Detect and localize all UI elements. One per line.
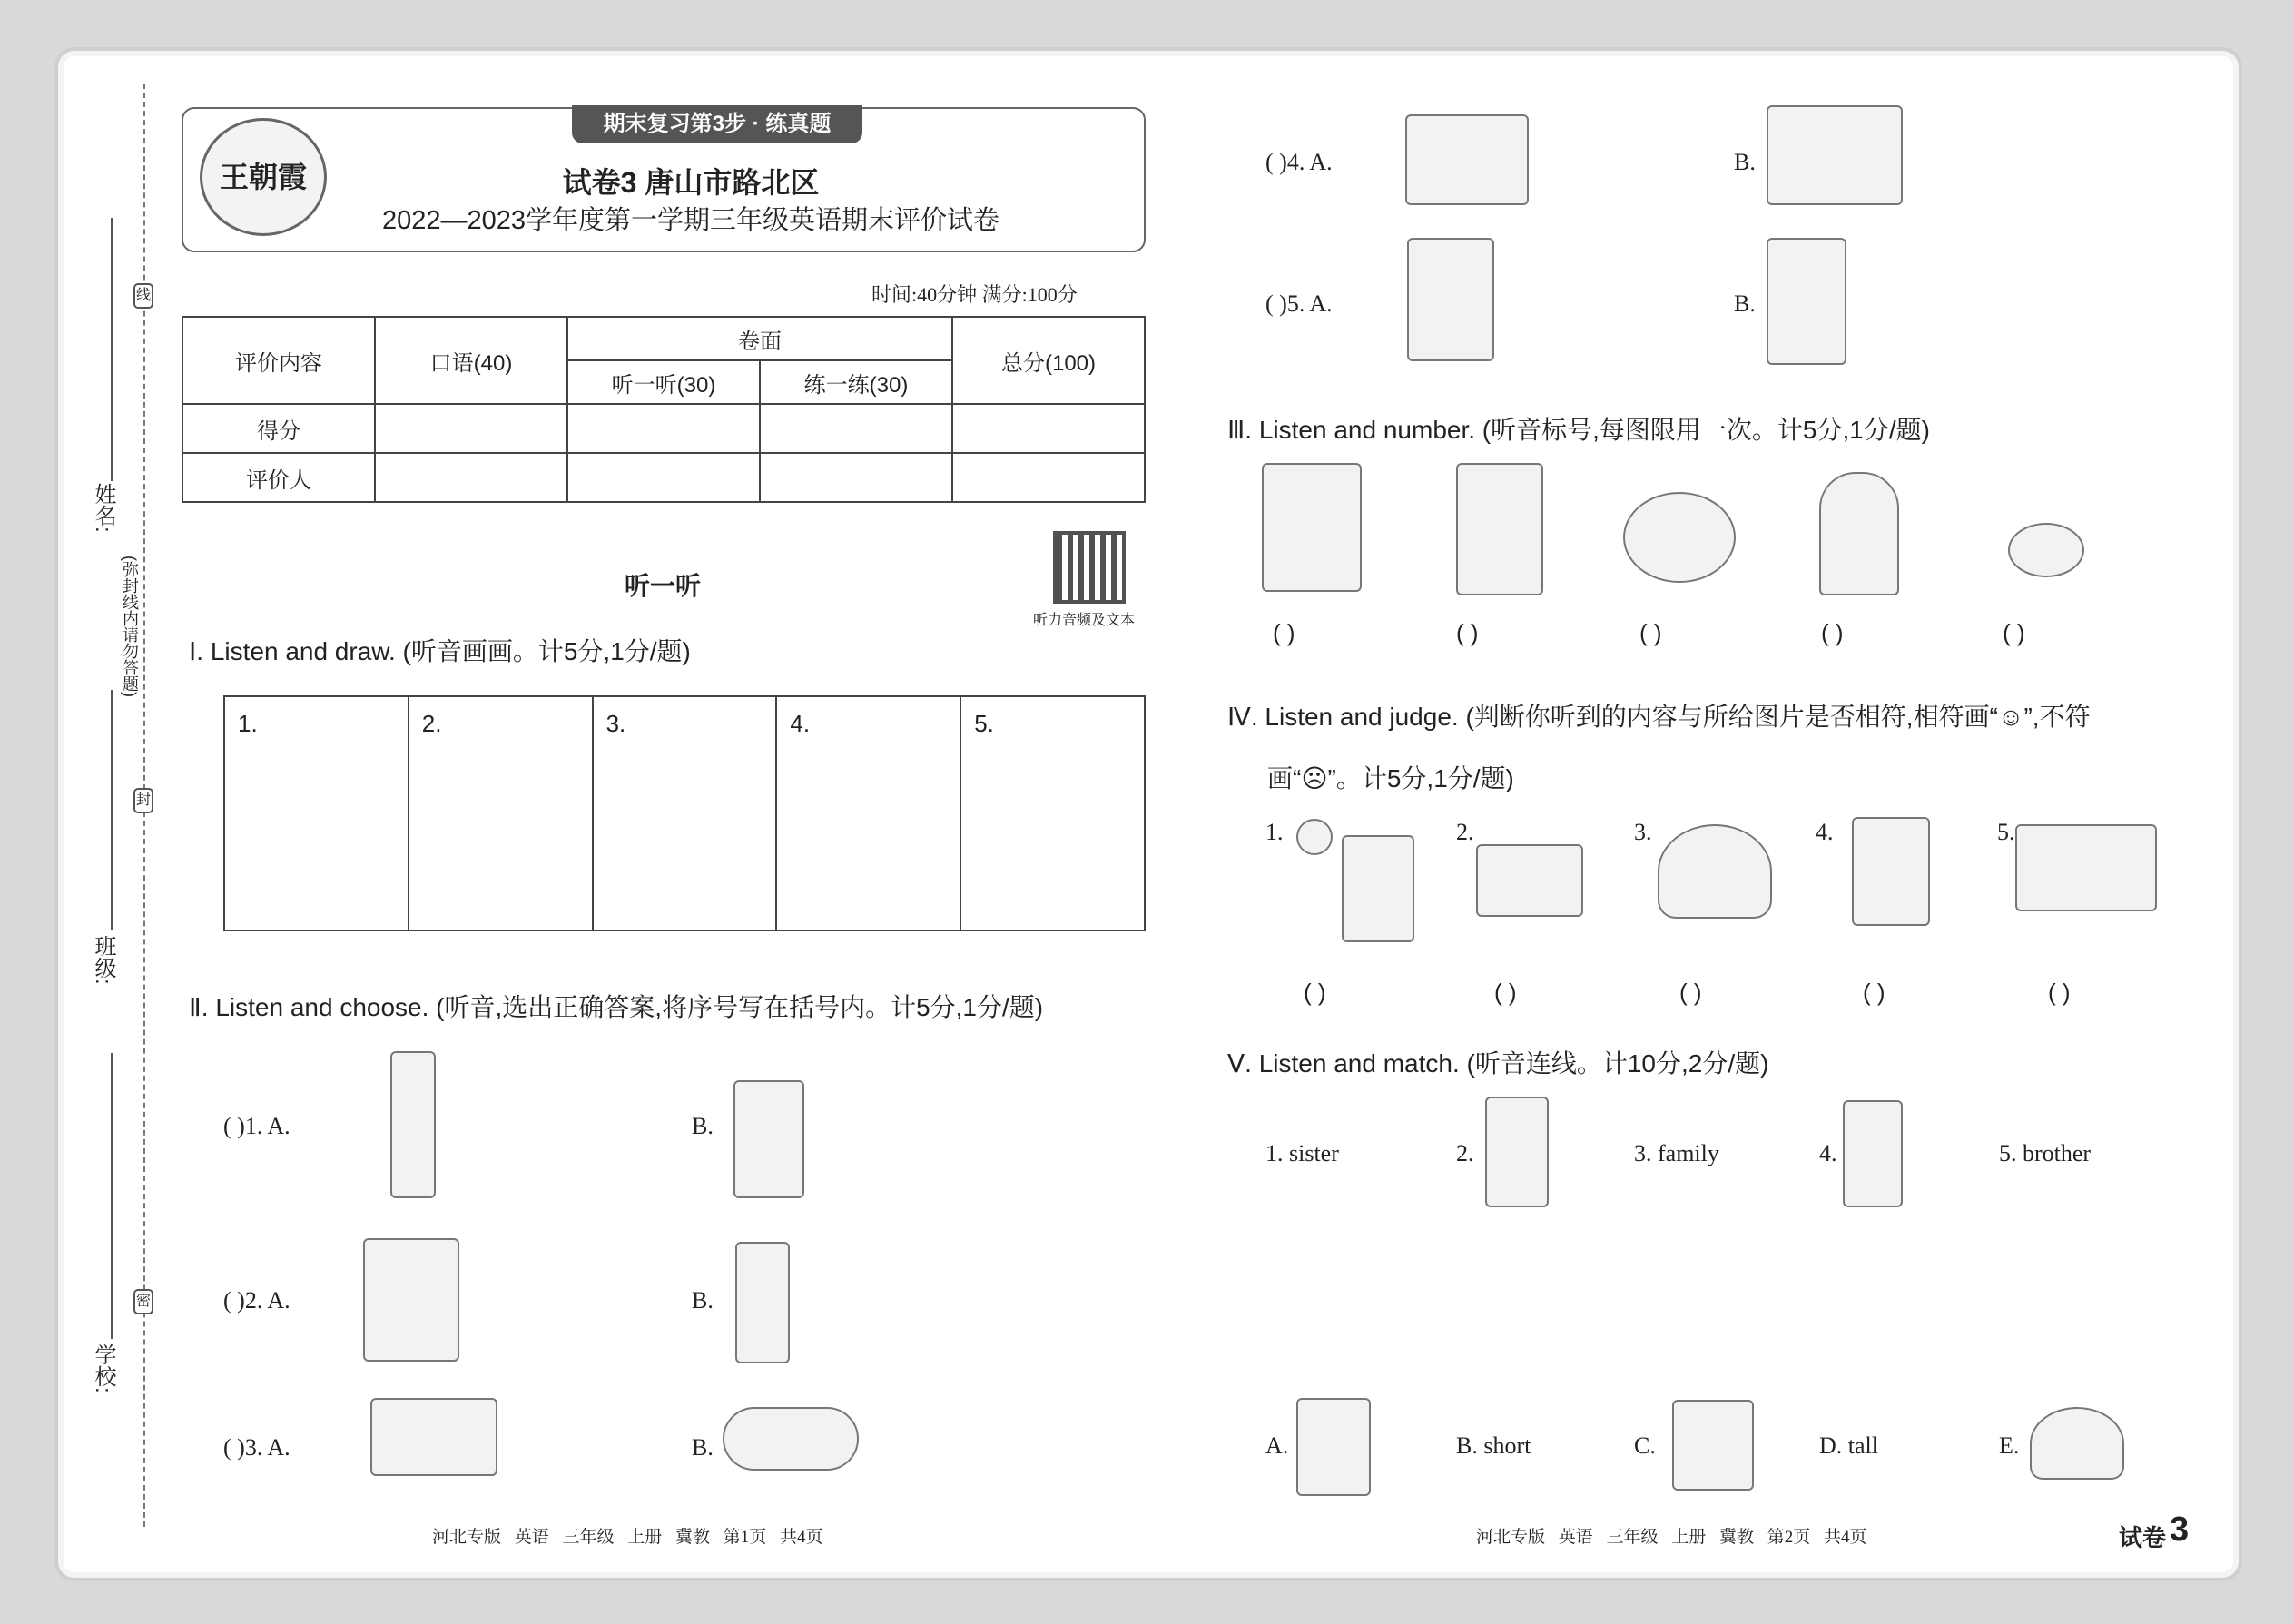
footer-right: 河北专版 英语 三年级 上册 冀教 第2页 共4页 [1476,1528,1867,1547]
score-col-content: 评价内容 [182,317,375,404]
kite-illustration [370,1398,497,1476]
judge-answer-1[interactable]: ( ) [1304,979,1326,1006]
score-col-practice: 练一练(30) [760,360,952,404]
woman-illustration [1485,1097,1549,1207]
choose-q1[interactable]: ( )1. A. [223,1113,290,1139]
sun-icon [1296,819,1333,855]
judge-answer-2[interactable]: ( ) [1494,979,1517,1006]
choose-q5[interactable]: ( )5. A. [1265,290,1333,317]
brand-logo: 王朝霞 [200,118,327,236]
number-answer-2[interactable]: ( ) [1456,619,1479,646]
choose-q4-b: B. [1734,149,1756,175]
draw-box-5[interactable]: 5. [960,696,1145,930]
judge-num-2: 2. [1456,819,1474,845]
choose-q3[interactable]: ( )3. A. [223,1434,290,1461]
choose-q2-b: B. [692,1287,714,1314]
binding-note: (弥封线内请勿答题) [121,556,139,697]
judge-answer-4[interactable]: ( ) [1863,979,1885,1006]
name-label: 姓名: [91,483,115,533]
score-col-listen: 听一听(30) [567,360,760,404]
score-col-total: 总分(100) [952,317,1145,404]
match-bottom-d[interactable]: D. tall [1819,1432,1878,1459]
qr-caption: 听力音频及文本 [1033,613,1136,628]
plane-illustration [723,1407,859,1471]
match-top-2[interactable]: 2. [1456,1140,1474,1166]
judge-num-1: 1. [1265,819,1284,845]
section-heading: 听一听 [625,572,702,600]
choose-q5-b: B. [1734,290,1756,317]
score-row-score: 得分 [182,404,375,453]
egg-illustration [2008,523,2084,577]
score-cell[interactable] [952,404,1145,453]
section-4-title: Ⅳ. Listen and judge. (判断你听到的内容与所给图片是否相符,相符画“☺”,不符 [1227,703,2091,731]
name-field[interactable] [111,218,113,481]
boy-waving-illustration [1262,463,1362,592]
grader-cell[interactable] [567,453,760,502]
section-5-title: Ⅴ. Listen and match. (听音连线。计10分,2分/题) [1227,1049,1769,1078]
score-cell[interactable] [375,404,567,453]
footer-left: 河北专版 英语 三年级 上册 冀教 第1页 共4页 [432,1528,823,1547]
class-field[interactable] [111,690,113,930]
boy-cap-illustration [1407,238,1494,361]
choose-q3-b: B. [692,1434,714,1461]
score-table [182,316,1146,503]
number-answer-4[interactable]: ( ) [1821,619,1844,646]
judge-answer-5[interactable]: ( ) [2048,979,2071,1006]
section-2-title: Ⅱ. Listen and choose. (听音,选出正确答案,将序号写在括号内。计5分,1分/题) [189,993,1044,1021]
judge-num-3: 3. [1634,819,1652,845]
choose-q1-b: B. [692,1113,714,1139]
choose-q2[interactable]: ( )2. A. [223,1287,290,1314]
girl-waving-illustration-2 [1456,463,1543,595]
bed-illustration [1767,105,1903,205]
number-answer-1[interactable]: ( ) [1273,619,1295,646]
grader-cell[interactable] [760,453,952,502]
cake-illustration [1658,824,1772,919]
school-field[interactable] [111,1053,113,1339]
section-3-title: Ⅲ. Listen and number. (听音标号,每图限用一次。计5分,1分/题) [1227,416,1930,444]
score-col-paper: 卷面 [567,317,952,360]
exam-title: 试卷3 唐山市路北区 [562,166,820,199]
girl-waving-illustration [733,1080,804,1198]
score-row-grader: 评价人 [182,453,375,502]
judge-num-5: 5. [1997,819,2015,845]
boy-arms-up-illustration [363,1238,459,1362]
match-top-1[interactable]: 1. sister [1265,1140,1339,1166]
pen-illustration [1672,1400,1754,1491]
draw-table [223,695,1146,931]
qr-code-icon[interactable] [1053,531,1126,604]
draw-box-1[interactable]: 1. [224,696,409,930]
header-banner: 期末复习第3步 · 练真题 [572,105,862,143]
cat-illustration [1296,1398,1371,1496]
judge-num-4: 4. [1816,819,1834,845]
match-bottom-b[interactable]: B. short [1456,1432,1531,1459]
grader-cell[interactable] [952,453,1145,502]
pencils-illustration [2015,824,2157,911]
draw-box-2[interactable]: 2. [409,696,593,930]
exam-time-score: 时间:40分钟 满分:100分 [871,283,1078,306]
match-bottom-a[interactable]: A. [1265,1432,1289,1459]
boy-thinking-illustration [735,1242,790,1363]
boy-standing-illustration [390,1051,436,1198]
match-bottom-e[interactable]: E. [1999,1432,2020,1459]
score-cell[interactable] [760,404,952,453]
draw-box-4[interactable]: 4. [776,696,960,930]
section-4-title-cont: 画“☹”。计5分,1分/题) [1267,764,1514,792]
boy-hot-illustration [1342,835,1414,942]
seal-mark-seal: 封 [133,788,153,813]
cake-illustration-2 [2030,1407,2124,1480]
man-glasses-illustration [1843,1100,1903,1207]
book-illustration [1476,844,1583,917]
seal-mark-line: 线 [133,283,153,309]
desk-illustration [1405,114,1529,205]
class-label: 班级: [91,935,115,985]
score-col-oral: 口语(40) [375,317,567,404]
exam-subtitle: 2022—2023学年度第一学期三年级英语期末评价试卷 [381,206,1000,235]
seal-mark-secret: 密 [133,1289,153,1314]
match-top-5[interactable]: 5. brother [1999,1140,2092,1166]
girl-illustration [1767,238,1846,365]
match-bottom-c[interactable]: C. [1634,1432,1656,1459]
number-answer-5[interactable]: ( ) [2003,619,2025,646]
footer-tag-number: 3 [2170,1511,2190,1549]
footer-tag: 试卷 [2119,1524,2167,1551]
grader-cell[interactable] [375,453,567,502]
match-top-4[interactable]: 4. [1819,1140,1837,1166]
ice-cream-illustration [1819,472,1899,595]
school-label: 学校: [91,1343,115,1393]
section-1-title: Ⅰ. Listen and draw. (听音画画。计5分,1分/题) [189,637,691,665]
number-seven-illustration [1852,817,1930,926]
choose-q4[interactable]: ( )4. A. [1265,149,1333,175]
match-top-3[interactable]: 3. family [1634,1140,1719,1166]
face-illustration [1623,492,1736,583]
judge-answer-3[interactable]: ( ) [1679,979,1702,1006]
score-cell[interactable] [567,404,760,453]
draw-box-3[interactable]: 3. [593,696,777,930]
number-answer-3[interactable]: ( ) [1639,619,1662,646]
